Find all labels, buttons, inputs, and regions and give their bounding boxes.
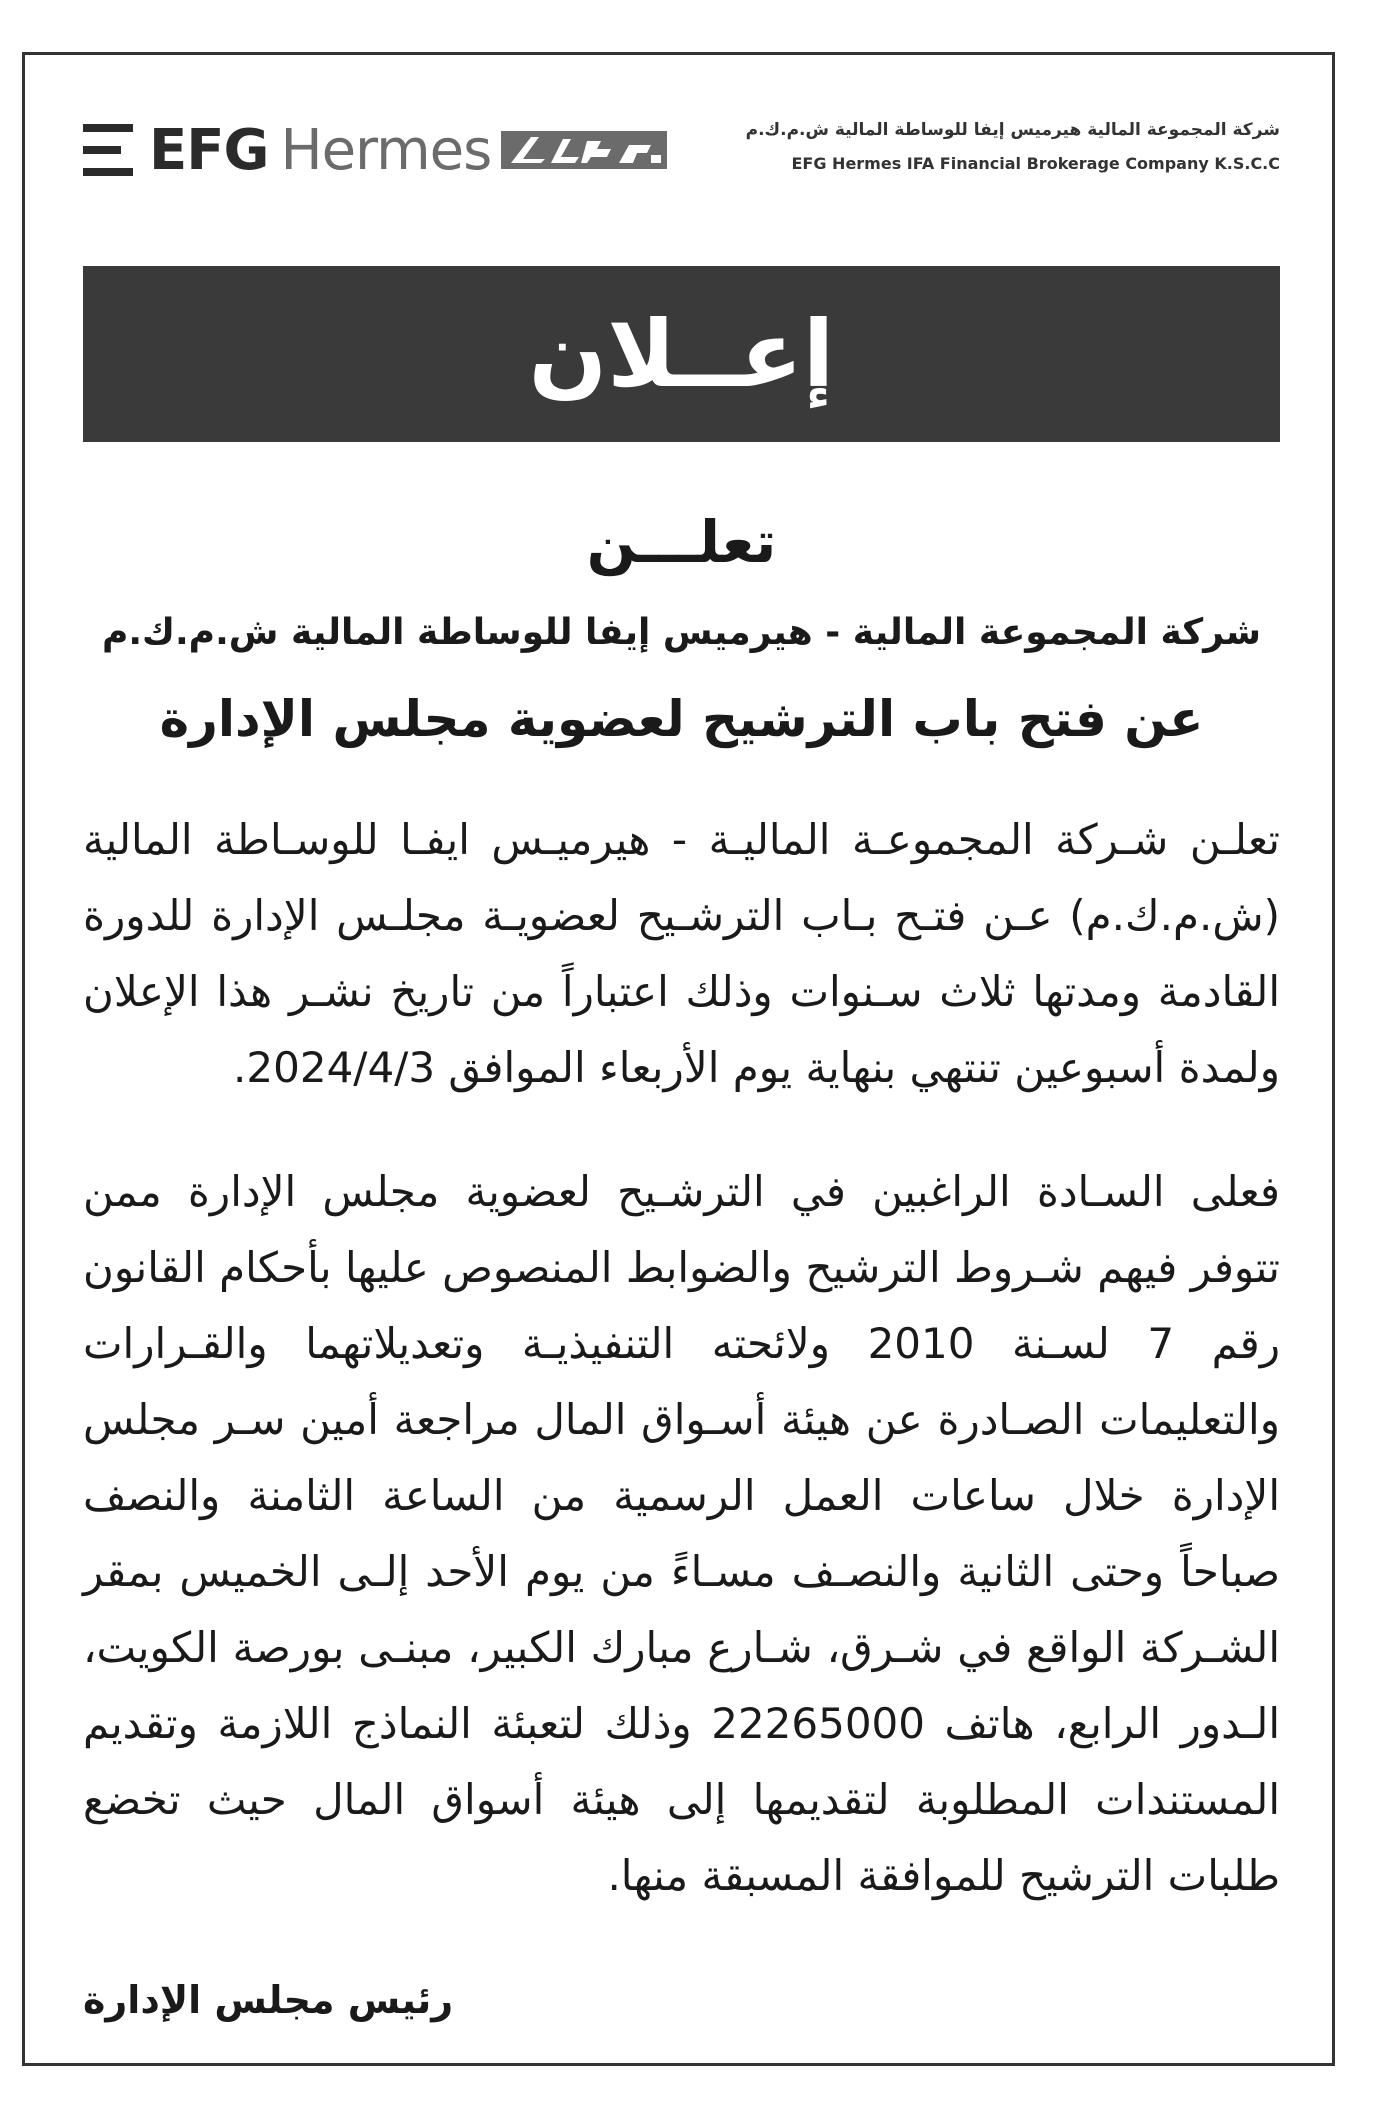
company-name-block [746,120,1280,173]
company-name-english: EFG Hermes IFA Financial Brokerage Company K.S.C.C [791,154,1280,173]
announcement-title: إعــلان [528,300,835,408]
company-line: شركة المجموعة المالية - هيرميس إيفا للوساطة المالية ش.م.ك.م [101,612,1262,653]
paragraph-1: تعلـن شـركة المجموعـة الماليـة - هيرميـس ايفـا للوسـاطة المالية (ش.م.ك.م) عـن فتـح بـاب الترشـيح لعضويـة مجلـس الإدارة للدورة القادمة ومدتها ثلاث سـنوات وذلك اعتباراً من تاريخ نشـر هذا الإعلان ولمدة أسبوعين تنتهي بنهاية يوم الأربعاء الموافق 2024/4/3. [83,815,1280,1092]
announces-heading: تعلـــن [586,508,777,576]
announcement-banner [83,266,1280,442]
subject-heading: عن فتح باب الترشيح لعضوية مجلس الإدارة [159,690,1204,748]
paragraph-2: فعلى السـادة الراغبين في الترشـيح لعضوية مجلس الإدارة ممن تتوفر فيهم شـروط الترشيح والضوابط المنصوص عليها بأحكام القانون رقم 7 لسـنة 2010 ولائحته التنفيذيـة وتعديلاتهما والقـرارات والتعليمات الصـادرة عن هيئة أسـواق المال مراجعة أمين سـر مجلس الإدارة خلال ساعات العمل الرسمية من الساعة الثامنة والنصف صباحاً وحتى الثانية والنصـف مسـاءً من يوم الأحد إلـى الخميس بمقر الشـركة الواقع في شـرق، شـارع مبارك الكبير، مبنـى بورصة الكويت، الـدور الرابع، هاتف 22265000 وذلك لتعبئة النماذج اللازمة وتقديم المستندات المطلوبة لتقديمها إلى هيئة أسواق المال حيث تخضع طلبات الترشيح للموافقة المسبقة منها. [83,1167,1281,1900]
header [83,112,1280,188]
efg-hermes-logo [83,112,667,188]
signature-title: رئيس مجلس الإدارة [83,1978,454,2022]
logo-hermes-text: Hermes [280,117,492,183]
logo-efg-text: EFG [149,117,269,183]
signature-block [83,1978,1308,2022]
logo-lines-icon [83,124,133,176]
company-name-arabic: شركة المجموعة المالية هيرميس إيفا للوساطة المالية ش.م.ك.م [745,120,1280,140]
logo-arabic-mark-icon [501,127,667,173]
